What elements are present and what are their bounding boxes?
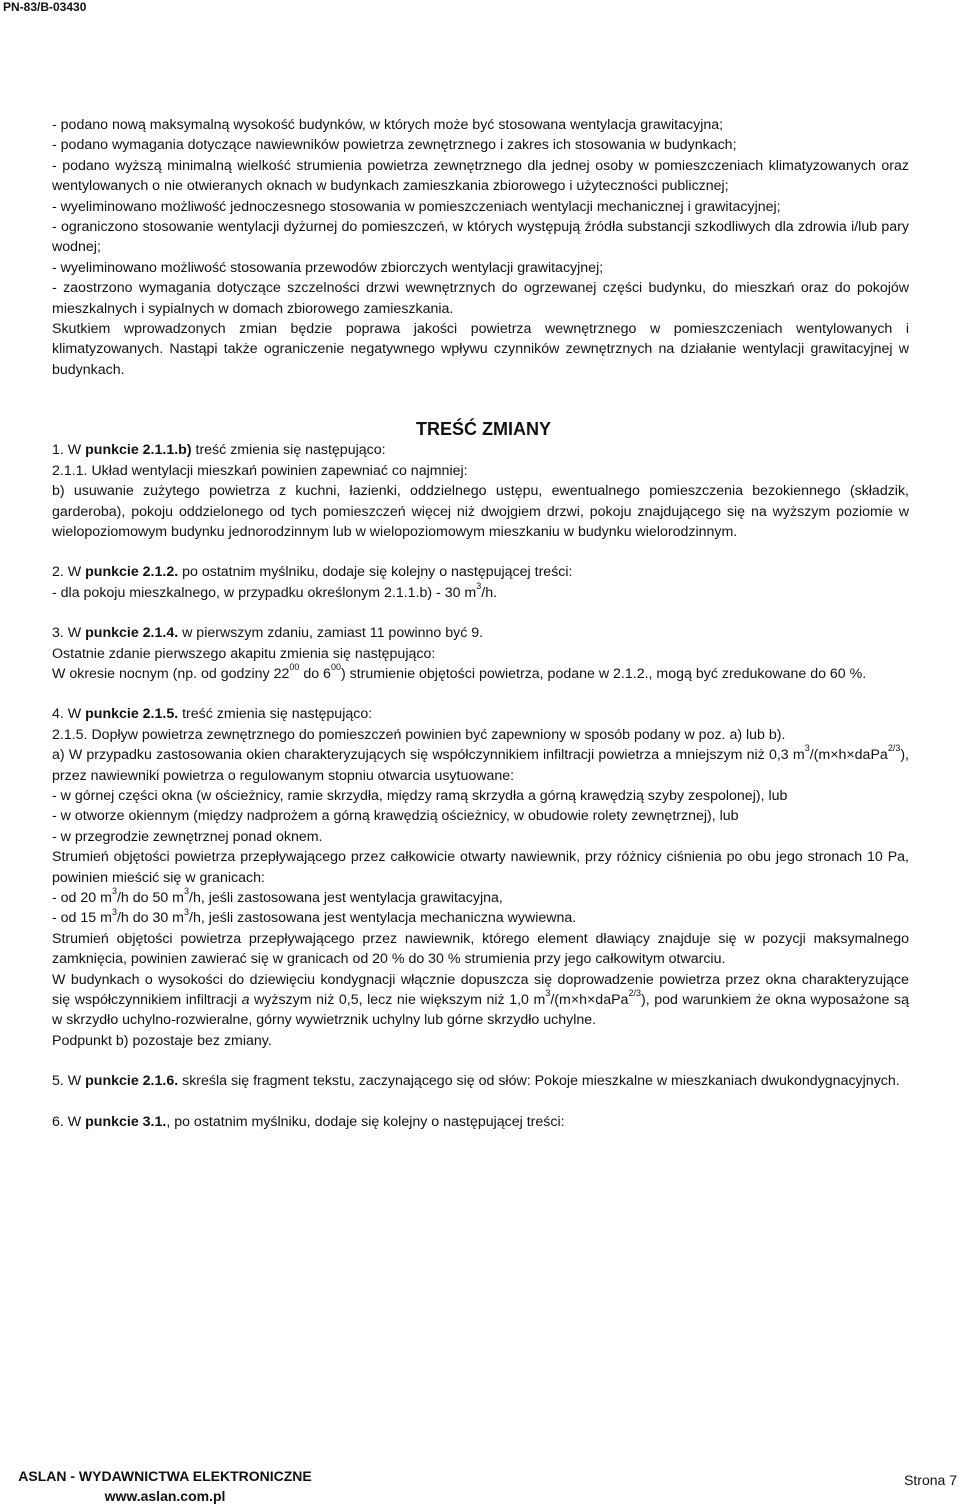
amendment-4-text: Strumień objętości powietrza przepływającego przez całkowicie otwarty nawiewnik, przy różnicy ciśnienia po obu jego stronach 10 Pa, powinien mieścić się w granicach:	[52, 849, 909, 886]
publisher-name: ASLAN - WYDAWNICTWA ELEKTRONICZNE	[18, 1468, 312, 1484]
intro-bullet: - ograniczono stosowanie wentylacji dyżurnej do pomieszczeń, w których występują źródła substancji szkodliwych dla zdrowia i/lub pary wodnej;	[52, 219, 909, 256]
amendment-2-heading: 2. W punkcie 2.1.2. po ostatnim myślniku, dodaje się kolejny o następującej treści:	[52, 564, 573, 581]
amendment-3-text: W okresie nocnym (np. od godziny $22^{00}$ do $6^{00}$) strumienie objętości powietrza, podane w 2.1.2., mogą być zredukowane do 60 %.	[52, 662, 867, 682]
amendment-4-text: - od 15 $m^3/h$ do 30 $m^3/h$, jeśli zastosowana jest wentylacja mechaniczna wywiewna.	[52, 906, 577, 927]
amendment-4-text: W budynkach o wysokości do dziewięciu kondygnacji włącznie dopuszcza się doprowadzenie powietrza przez okna charakteryzujące się współczynnikiem infiltracji a wyższym niż 0,5, lecz nie większym niż 1,0 $m^3/(m\times h\times daPa^{2/3})$, pod warunkiem że okna wyposażone są w skrzydło uchylno-rozwieralne, górny wywietrznik uchylny lub górne skrzydło uchylne.	[52, 971, 909, 1029]
amendment-5-heading: 5. W punkcie 2.1.6. skreśla się fragment tekstu, zaczynającego się od słów: Pokoje mieszkalne w mieszkaniach dwukondygnacyjnych.	[52, 1073, 900, 1090]
document-code: PN-83/B-03430	[3, 0, 87, 14]
intro-bullet: - zaostrzono wymagania dotyczące szczelności drzwi wewnętrznych do ogrzewanej części budynku, do mieszkań oraz do pokojów mieszkalnych i sypialnych w domach zbiorowego zamieszkania.	[52, 280, 909, 317]
amendment-4-text: - od 20 $m^3/h$ do 50 $m^3/h$, jeśli zastosowana jest wentylacja grawitacyjna,	[52, 886, 503, 906]
intro-bullet: - wyeliminowano możliwość jednoczesnego stosowania w pomieszczeniach wentylacji mechanicznej i grawitacyjnej;	[52, 198, 781, 215]
page-content	[52, 115, 909, 1132]
amendment-4-text: - w przegrodzie zewnętrznej ponad oknem.	[52, 828, 323, 845]
amendment-4-text: - w otworze okiennym (między nadprożem a górną krawędzią ościeżnicy, w obudowie rolety zewnętrznej), lub	[52, 808, 739, 825]
amendment-4-text: Strumień objętości powietrza przepływającego przez nawiewnik, którego element dławiący znajduje się w pozycji maksymalnego zamknięcia, powinien zawierać się w granicach od 20 % do 30 % strumienia przy jego całkowitym otwarciu.	[52, 930, 909, 968]
amendment-1-text: 2.1.1. Układ wentylacji mieszkań powinien zapewniać co najmniej:	[52, 462, 468, 479]
section-title: TREŚĆ ZMIANY	[416, 419, 551, 440]
amendment-4-text: Podpunkt b) pozostaje bez zmiany.	[52, 1032, 272, 1049]
amendment-1-heading: 1. W punkcie 2.1.1.b) treść zmienia się następująco:	[52, 442, 386, 459]
amendment-4-heading: 4. W punkcie 2.1.5. treść zmienia się następująco:	[52, 706, 373, 723]
amendment-2-text: - dla pokoju mieszkalnego, w przypadku określonym 2.1.1.b) - 30 $m^3/h$.	[52, 580, 498, 601]
intro-summary: Skutkiem wprowadzonych zmian będzie poprawa jakości powietrza wewnętrznego w pomieszczeniach wentylowanych i klimatyzowanych. Nastąpi także ograniczenie negatywnego wpływu czynników zewnętrznych na działanie wentylacji grawitacyjnej w budynkach.	[52, 321, 909, 378]
intro-bullet: - wyeliminowano możliwość stosowania przewodów zbiorczych wentylacji grawitacyjnej;	[52, 259, 604, 276]
intro-bullet: - podano wymagania dotyczące nawiewników powietrza zewnętrznego i zakres ich stosowania w budynkach;	[52, 137, 737, 154]
amendment-3-heading: 3. W punkcie 2.1.4. w pierwszym zdaniu, zamiast 11 powinno być 9.	[52, 625, 484, 642]
publisher-url[interactable]: www.aslan.com.pl	[104, 1488, 226, 1504]
amendment-1-text: b) usuwanie zużytego powietrza z kuchni, łazienki, oddzielnego ustępu, ewentualnego pomieszczenia bezokiennego (składzik, garderoba), pokoju oddzielonego od tych pomieszczeń więcej niż dwojgiem drzwi, pokoju znajdującego się na wyższym poziomie w wielopoziomowym budynku jednorodzinnym lub w wielopoziomowym mieszkaniu w budynku wielorodzinnym.	[52, 483, 909, 540]
amendment-4-text: - w górnej części okna (w ościeżnicy, ramie skrzydła, między ramą skrzydła a górną krawędzią szyby zespolonej), lub	[52, 787, 788, 804]
amendment-4-text: a) W przypadku zastosowania okien charakteryzujących się współczynnikiem infiltracji powietrza a mniejszym niż 0,3 $m^3/(m\times h\times daPa^{2/3})$, przez nawiewniki powietrza o regulowanym stopniu otwarcia usytuowane:	[52, 743, 909, 784]
amendment-3-text: Ostatnie zdanie pierwszego akapitu zmienia się następująco:	[52, 645, 436, 662]
page-number: Strona 7	[904, 1472, 957, 1488]
amendment-4-text: 2.1.5. Dopływ powietrza zewnętrznego do pomieszczeń powinien być zapewniony w sposób podany w poz. a) lub b).	[52, 726, 786, 743]
intro-bullet: - podano nową maksymalną wysokość budynków, w których może być stosowana wentylacja grawitacyjna;	[52, 117, 724, 133]
intro-bullet: - podano wyższą minimalną wielkość strumienia powietrza zewnętrznego dla jednej osoby w pomieszczeniach klimatyzowanych oraz wentylowanych o nie otwieranych oknach w budynkach zamieszkania zbiorowego i użyteczności publicznej;	[52, 157, 909, 195]
amendment-6-heading: 6. W punkcie 3.1., po ostatnim myślniku, dodaje się kolejny o następującej treści:	[52, 1113, 565, 1130]
footer-publisher	[0, 1466, 330, 1506]
